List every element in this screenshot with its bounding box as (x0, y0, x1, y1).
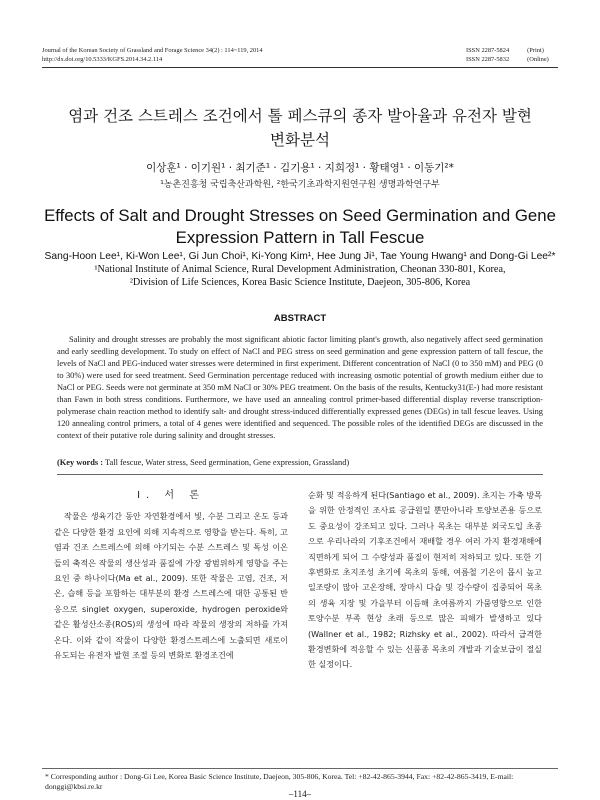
abstract-paragraph: Salinity and drought stresses are probably the most significant abiotic factor limiting plant's growth, also negatively affect seed germination and early seedling development. To study on effect of NaCl and PEG stress on seed germination and gene expression pattern of tall fescue, the levels of NaCl and PEG-induced water stresses were determined in first experiment. Different concentration of NaCl (0 to 350 mM) and PEG (0 to 30%) were used for seed treatment. Seed Germination percentage reduced with increasing osmotic potential of growth medium either due to NaCl or PEG. Seeds were not germinate at 350 mM NaCl or 30% PEG treatment. On the basis of the results, Kentucky31(E-) had more resistant than Fawn in both stress conditions. Furthermore, we have used an annealing control primer-based differential display reverse transcription-polymerase chain reaction method to identify salt- and drought stress-induced differentially expressed genes (DEGs) in tall fescue leaves. Using 120 annealing control primers, a total of 4 genes were identified and sequenced. The possible roles of the identified DEGs are discussed in the context of their putative role during salinity and drought stresses. (57, 335, 543, 440)
english-affiliation-1: ¹National Institute of Animal Science, Rural Development Administration, Cheonan 330-801, Korea, (94, 264, 506, 275)
doi-link[interactable]: http://dx.doi.org/10.5333/KGFS.2014.34.2.114 (42, 56, 163, 63)
footnote-divider (42, 768, 558, 769)
korean-title-line2: 변화분석 (270, 131, 330, 149)
issn-print-label: (Print) (527, 47, 544, 54)
korean-affiliations: ¹농촌진흥청 국립축산과학원, ²한국기초과학지원연구원 생명과학연구부 (160, 180, 440, 190)
page-number: –114– (288, 789, 312, 799)
issn-block (466, 46, 549, 64)
issn-online-label: (Online) (527, 56, 549, 63)
body-column-left (54, 488, 288, 663)
english-title-line2: Expression Pattern in Tall Fescue (175, 228, 425, 247)
corresponding-author-footnote: * Corresponding author : Dong-Gi Lee, Korea Basic Science Institute, Daejeon, 305-806, Korea. Tel: +82-42-865-3944, Fax: +82-42-865-3419, E-mail: donggi@kbsi.re.kr (45, 772, 514, 791)
korean-authors: 이상훈¹ · 이기원¹ · 최기준¹ · 김기용¹ · 지희정¹ · 황태영¹ · 이동기²* (146, 162, 454, 174)
body-column-right (308, 488, 542, 673)
english-affiliation-2: ²Division of Life Sciences, Korea Basic Science Institute, Daejeon, 305-806, Korea (129, 277, 471, 288)
abstract-divider (57, 474, 543, 475)
keywords (57, 458, 543, 467)
header-divider (42, 67, 558, 68)
section-heading-introduction: Ⅰ. 서 론 (137, 490, 205, 501)
journal-header (42, 46, 263, 64)
keywords-list: Tall fescue, Water stress, Seed germination, Gene expression, Grassland) (103, 458, 350, 467)
body-paragraph-left: 작물은 생육기간 동안 자연환경에서 빛, 수분 그리고 온도 등과 같은 다양한 환경 요인에 의해 지속적으로 영향을 받는다. 특히, 고염과 건조 스트레스에 의해 야기되는 수분 스트레스 및 독성 이온들의 축적은 작물의 생산성과 품질에 가장 광범위하게 영향을 주는 요인 중 하나이다(Ma et al., 2009). 또한 작물은 고염, 건조, 저온, 습해 등을 포함하는 대부분의 환경 스트레스에 대한 공통된 반응으로 singlet oxygen, superoxide, hydrogen peroxide와 같은 활성산소종(ROS)의 생성에 따라 작물의 생장의 저하를 가져온다. 이와 같이 작물이 다양한 환경스트레스에 노출되면 새로이 유도되는 유전자 발현 조절 등의 변화로 환경조건에 (54, 511, 288, 661)
abstract-body (57, 334, 543, 442)
abstract-heading: ABSTRACT (273, 313, 327, 324)
body-paragraph-right: 순화 및 적응하게 된다(Santiago et al., 2009). 초지는 가축 방목을 위한 안정적인 조사료 공급원일 뿐만아니라 토양보존용 등으로도 중요성이 강조되고 있다. 그러나 목초는 대부분 외국도입 초종으로 우리나라의 기후조건에서 재배할 경우 여러 가지 환경재해에 직면하게 되어 그 수량성과 품질이 현저히 저하되고 있다. 또한 기후변화로 초지조성 초기에 목초의 동해, 여름철 기온이 몹시 높고 일조량이 많아 고온장해, 장마시 다습 및 강수량이 집중되어 목초의 생육 지장 및 가을부터 이듬해 초여름까지 가뭄영향으로 인한 토양수분 부족 현상 초래 등으로 많은 피해가 발생하고 있다(Wallner et al., 1982; Rizhsky et al., 2002). 따라서 급격한 환경변화에 적응할 수 있는 신품종 목초의 개발과 기술보급이 절실한 실정이다. (308, 490, 542, 670)
issn-online: ISSN 2287-5832 (466, 56, 510, 63)
english-title-line1: Effects of Salt and Drought Stresses on Seed Germination and Gene (44, 206, 556, 225)
english-authors: Sang-Hoon Lee¹, Ki-Won Lee¹, Gi Jun Choi¹, Ki-Yong Kim¹, Hee Jung Ji¹, Tae Young Hwang¹ and Dong-Gi Lee²* (44, 251, 556, 262)
journal-citation: Journal of the Korean Society of Grassland and Forage Science 34(2) : 114~119, 2014 (42, 47, 263, 54)
keywords-label: (Key words : (57, 458, 104, 467)
korean-title-line1: 염과 건조 스트레스 조건에서 톨 페스큐의 종자 발아율과 유전자 발현 (68, 107, 532, 125)
issn-print: ISSN 2287-5824 (466, 47, 510, 54)
